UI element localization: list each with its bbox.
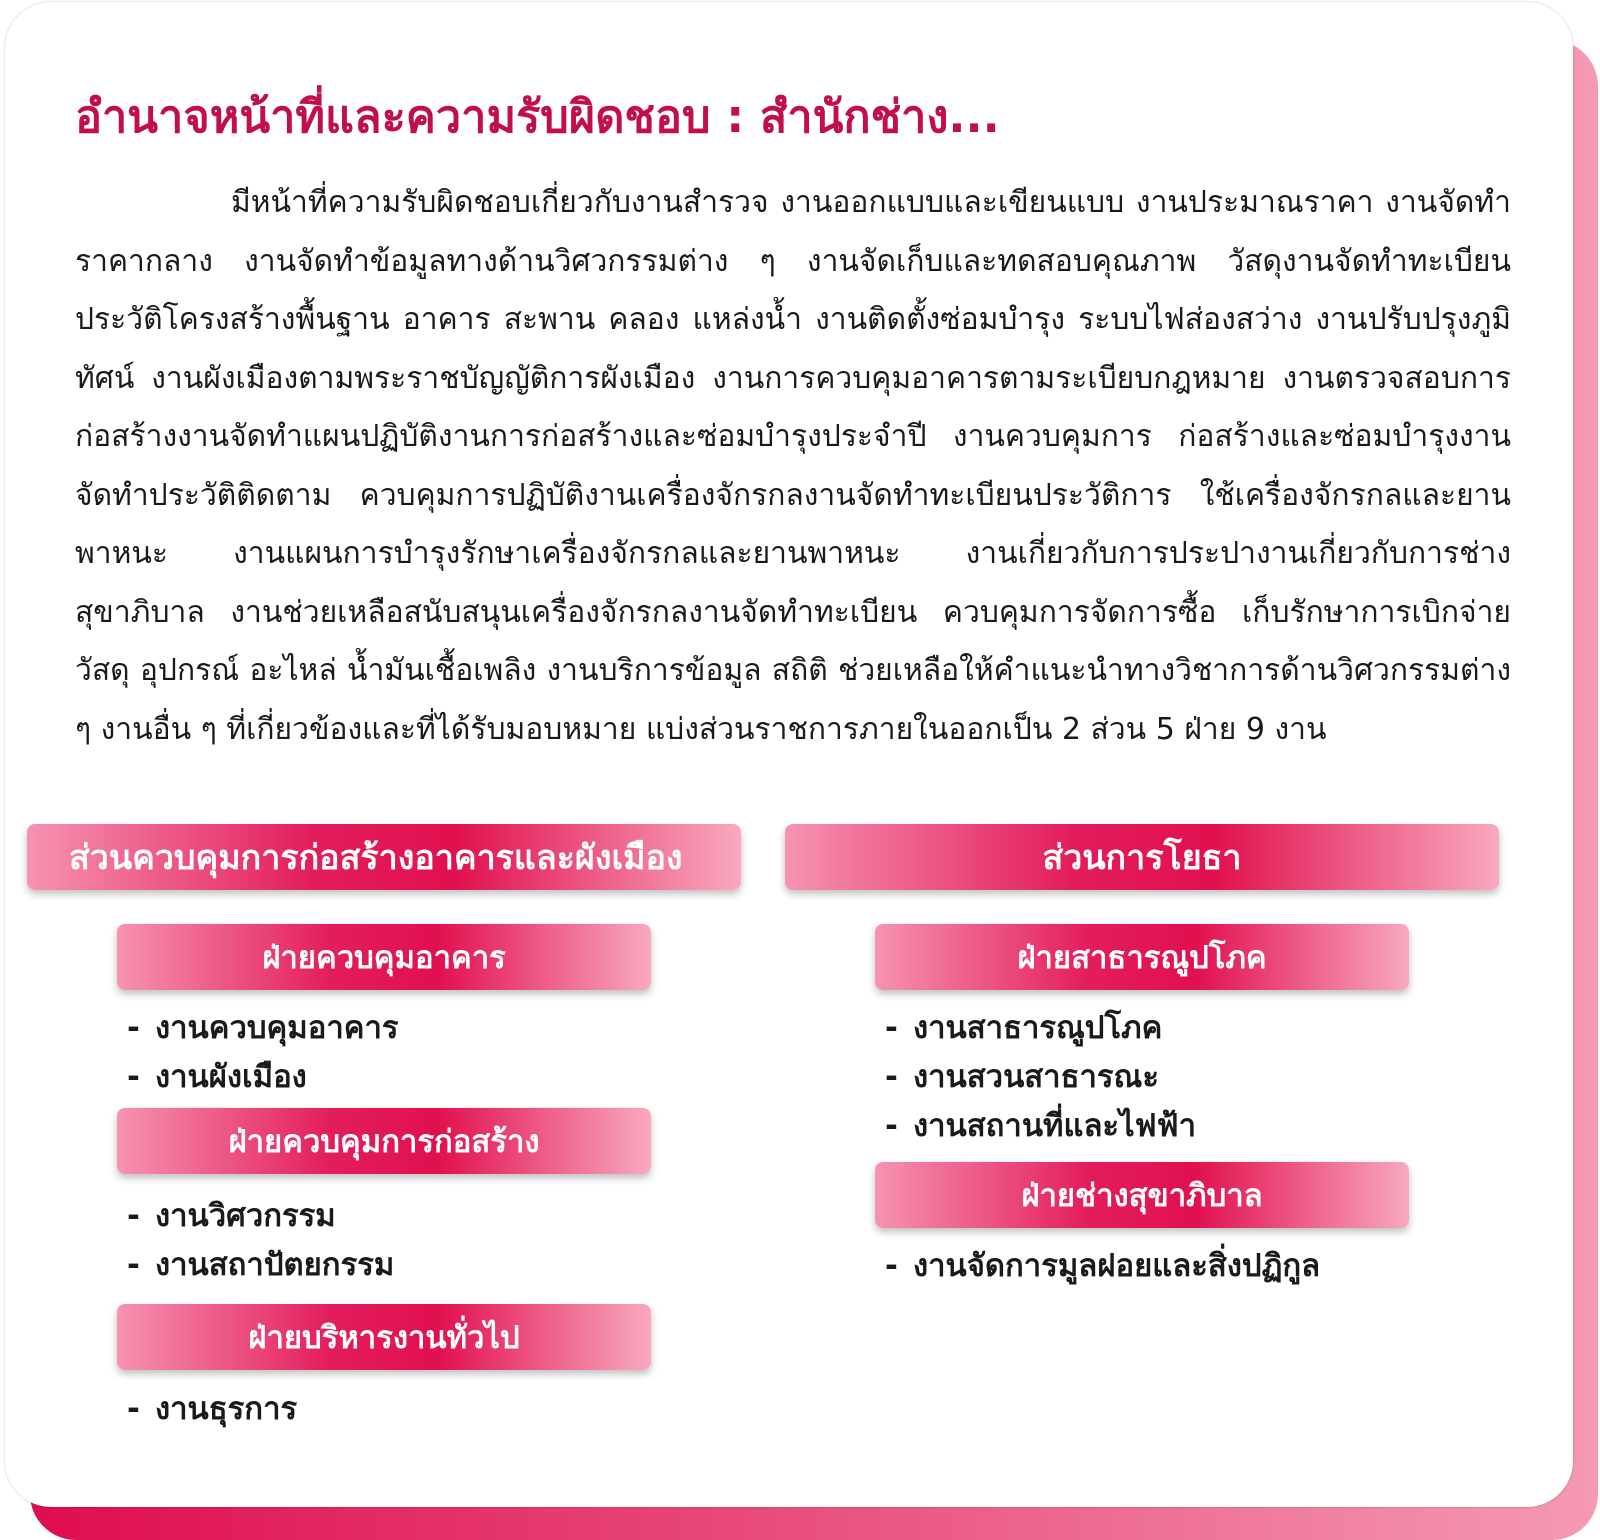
dept-header-public-utilities: ฝ่ายสาธารณูปโภค bbox=[875, 924, 1409, 990]
dept-items-public-utilities bbox=[885, 1004, 1196, 1151]
bullet-dash: - bbox=[127, 1391, 140, 1427]
bullet-dash: - bbox=[127, 1247, 140, 1283]
dept-items-building-control bbox=[127, 1004, 399, 1102]
list-item bbox=[885, 1102, 1196, 1151]
list-item bbox=[885, 1242, 1320, 1291]
content-card bbox=[5, 2, 1573, 1507]
bullet-dash: - bbox=[127, 1198, 140, 1234]
item-label: งานสถาปัตยกรรม bbox=[155, 1247, 395, 1283]
dept-items-sanitation bbox=[885, 1242, 1320, 1291]
list-item bbox=[127, 1004, 399, 1053]
bullet-dash: - bbox=[885, 1248, 898, 1284]
list-item bbox=[885, 1004, 1196, 1053]
item-label: งานธุรการ bbox=[155, 1391, 298, 1427]
dept-header-sanitation: ฝ่ายช่างสุขาภิบาล bbox=[875, 1162, 1409, 1228]
list-item bbox=[127, 1053, 399, 1102]
item-label: งานจัดการมูลฝอยและสิ่งปฏิกูล bbox=[913, 1248, 1321, 1284]
item-label: งานควบคุมอาคาร bbox=[155, 1010, 399, 1046]
item-label: งานผังเมือง bbox=[155, 1059, 307, 1095]
dept-items-general-administration bbox=[127, 1385, 297, 1434]
item-label: งานสถานที่และไฟฟ้า bbox=[913, 1108, 1196, 1144]
section-header-construction-control: ส่วนควบคุมการก่อสร้างอาคารและผังเมือง bbox=[27, 824, 741, 890]
item-label: งานสวนสาธารณะ bbox=[913, 1059, 1159, 1095]
item-label: งานสาธารณูปโภค bbox=[913, 1010, 1163, 1046]
dept-header-construction-control: ฝ่ายควบคุมการก่อสร้าง bbox=[117, 1108, 651, 1174]
section-header-public-works: ส่วนการโยธา bbox=[785, 824, 1499, 890]
bullet-dash: - bbox=[885, 1010, 898, 1046]
bullet-dash: - bbox=[127, 1010, 140, 1046]
bullet-dash: - bbox=[885, 1108, 898, 1144]
dept-header-general-administration: ฝ่ายบริหารงานทั่วไป bbox=[117, 1304, 651, 1370]
page-title: อำนาจหน้าที่และความรับผิดชอบ : สำนักช่าง... bbox=[75, 90, 1000, 143]
dept-header-building-control: ฝ่ายควบคุมอาคาร bbox=[117, 924, 651, 990]
dept-items-construction-control bbox=[127, 1192, 394, 1290]
list-item bbox=[885, 1053, 1196, 1102]
bullet-dash: - bbox=[127, 1059, 140, 1095]
list-item bbox=[127, 1241, 394, 1290]
list-item bbox=[127, 1385, 297, 1434]
responsibility-description: มีหน้าที่ความรับผิดชอบเกี่ยวกับงานสำรวจ งานออกแบบและเขียนแบบ งานประมาณราคา งานจัดทำราคากลาง งานจัดทำข้อมูลทางด้านวิศวกรรมต่าง ๆ งานจัดเก็บและทดสอบคุณภาพ วัสดุงานจัดทำทะเบียนประวัติโครงสร้างพื้นฐาน อาคาร สะพาน คลอง แหล่งน้ำ งานติดตั้งซ่อมบำรุง ระบบไฟส่องสว่าง งานปรับปรุงภูมิทัศน์ งานผังเมืองตามพระราชบัญญัติการผังเมือง งานการควบคุมอาคารตามระเบียบกฎหมาย งานตรวจสอบการก่อสร้างงานจัดทำแผนปฏิบัติงานการก่อสร้างและซ่อมบำรุงประจำปี งานควบคุมการ ก่อสร้างและซ่อมบำรุงงานจัดทำประวัติติดตาม ควบคุมการปฏิบัติงานเครื่องจักรกลงานจัดทำทะเบียนประวัติการ ใช้เครื่องจักรกลและยานพาหนะ งานแผนการบำรุงรักษาเครื่องจักรกลและยานพาหนะ งานเกี่ยวกับการประปางานเกี่ยวกับการช่างสุขาภิบาล งานช่วยเหลือสนับสนุนเครื่องจักรกลงานจัดทำทะเบียน ควบคุมการจัดการซื้อ เก็บรักษาการเบิกจ่ายวัสดุ อุปกรณ์ อะไหล่ น้ำมันเชื้อเพลิง งานบริการข้อมูล สถิติ ช่วยเหลือให้คำแนะนำทางวิชาการด้านวิศวกรรมต่าง ๆ งานอื่น ๆ ที่เกี่ยวข้องและที่ได้รับมอบหมาย แบ่งส่วนราชการภายในออกเป็น 2 ส่วน 5 ฝ่าย 9 งาน bbox=[75, 185, 1511, 747]
bullet-dash: - bbox=[885, 1059, 898, 1095]
item-label: งานวิศวกรรม bbox=[155, 1198, 336, 1234]
list-item bbox=[127, 1192, 394, 1241]
